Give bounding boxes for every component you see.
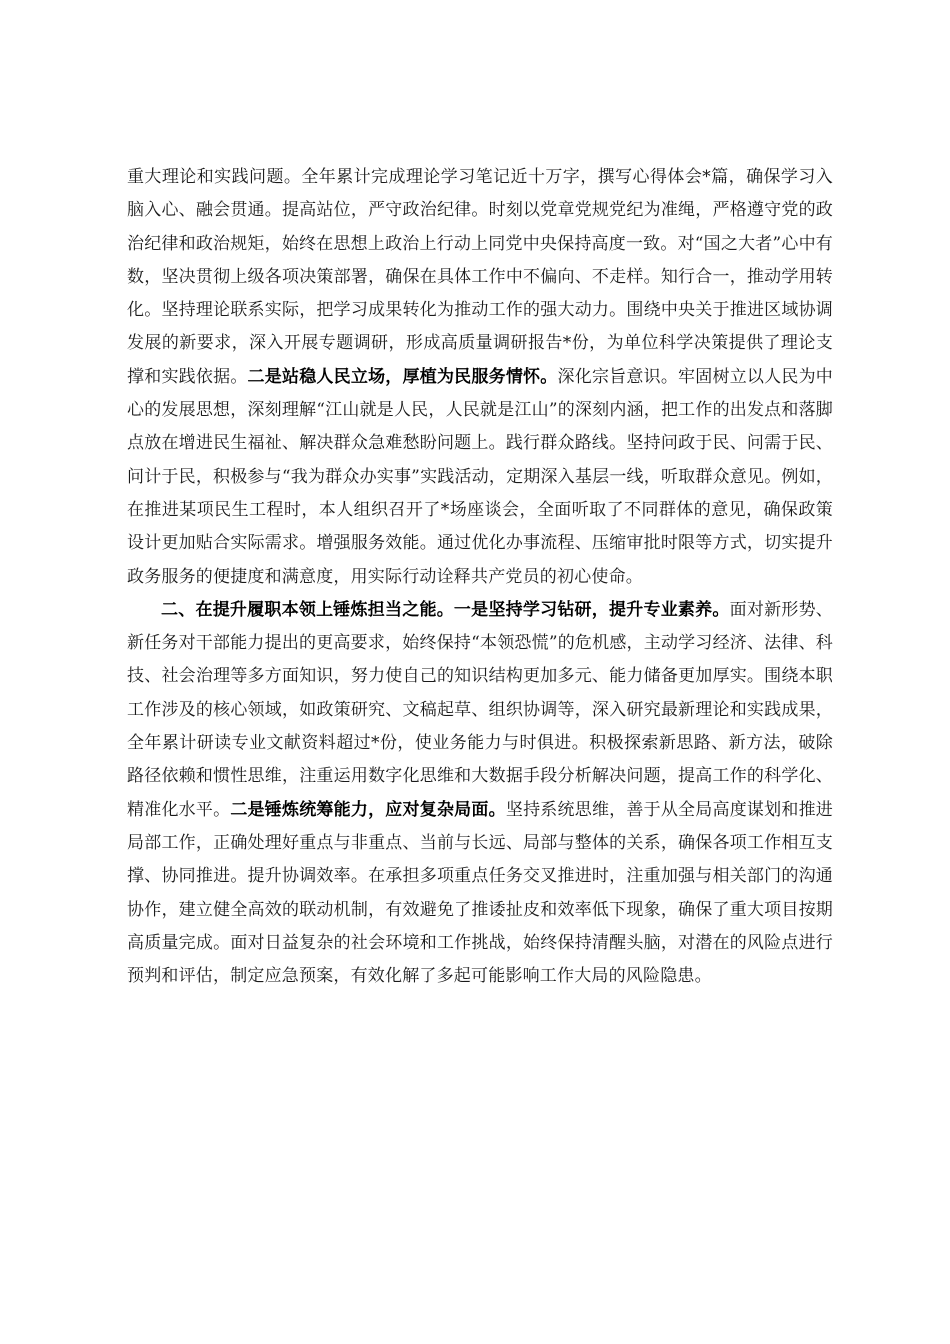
paragraph-2-heading-2: 二是锤炼统筹能力，应对复杂局面。 bbox=[230, 799, 506, 820]
paragraph-1-text-1: 重大理论和实践问题。全年累计完成理论学习笔记近十万字，撰写心得体会*篇，确保学习入脑入心、融会贯通。提高站位，严守政治纪律。时刻以党章党规党纪为准绳，严格遵守党的政治纪律和政治规矩，始终在思想上政治上行动上同党中央保持高度一致。对“国之大者”心中有数，坚决贯彻上级各项决策部署，确保在具体工作中不偏向、不走样。知行合一，推动学用转化。坚持理论联系实际，把学习成果转化为推动工作的强大动力。围绕中央关于推进区域协调发展的新要求，深入开展专题调研，形成高质量调研报告*份，为单位科学决策提供了理论支撑和实践依据。 bbox=[127, 167, 833, 387]
paragraph-2-text-2: 坚持系统思维，善于从全局高度谋划和推进局部工作，正确处理好重点与非重点、当前与长远、局部与整体的关系，确保各项工作相互支撑、协同推进。提升协调效率。在承担多项重点任务交叉推进时，注重加强与相关部门的沟通协作，建立健全高效的联动机制，有效避免了推诿扯皮和效率低下现象，确保了重大项目按期高质量完成。面对日益复杂的社会环境和工作挑战，始终保持清醒头脑，对潜在的风险点进行预判和评估，制定应急预案，有效化解了多起可能影响工作大局的风险隐患。 bbox=[127, 799, 833, 987]
paragraph-1-heading-2: 二是站稳人民立场，厚植为民服务情怀。 bbox=[247, 366, 558, 387]
paragraph-1-text-2: 深化宗旨意识。牢固树立以人民为中心的发展思想，深刻理解“江山就是人民，人民就是江山”的深刻内涵，把工作的出发点和落脚点放在增进民生福祉、解决群众急难愁盼问题上。践行群众路线。坚持问政于民、问需于民、问计于民，积极参与“我为群众办实事”实践活动，定期深入基层一线，听取群众意见。例如，在推进某项民生工程时，本人组织召开了*场座谈会，全面听取了不同群体的意见，确保政策设计更加贴合实际需求。增强服务效能。通过优化办事流程、压缩审批时限等方式，切实提升政务服务的便捷度和满意度，用实际行动诠释共产党员的初心使命。 bbox=[127, 366, 833, 587]
paragraph-2-heading-1: 二、在提升履职本领上锤炼担当之能。一是坚持学习钻研，提升专业素养。 bbox=[161, 599, 730, 620]
paragraph-1 bbox=[127, 161, 833, 594]
paragraph-2 bbox=[127, 594, 833, 994]
document-body bbox=[127, 161, 833, 993]
paragraph-2-text-1: 面对新形势、新任务对干部能力提出的更高要求，始终保持“本领恐慌”的危机感，主动学习经济、法律、科技、社会治理等多方面知识，努力使自己的知识结构更加多元、能力储备更加厚实。围绕本职工作涉及的核心领域，如政策研究、文稿起草、组织协调等，深入研究最新理论和实践成果，全年累计研读专业文献资料超过*份，使业务能力与时俱进。积极探索新思路、新方法，破除路径依赖和惯性思维，注重运用数字化思维和大数据手段分析解决问题，提高工作的科学化、精准化水平。 bbox=[127, 599, 833, 820]
